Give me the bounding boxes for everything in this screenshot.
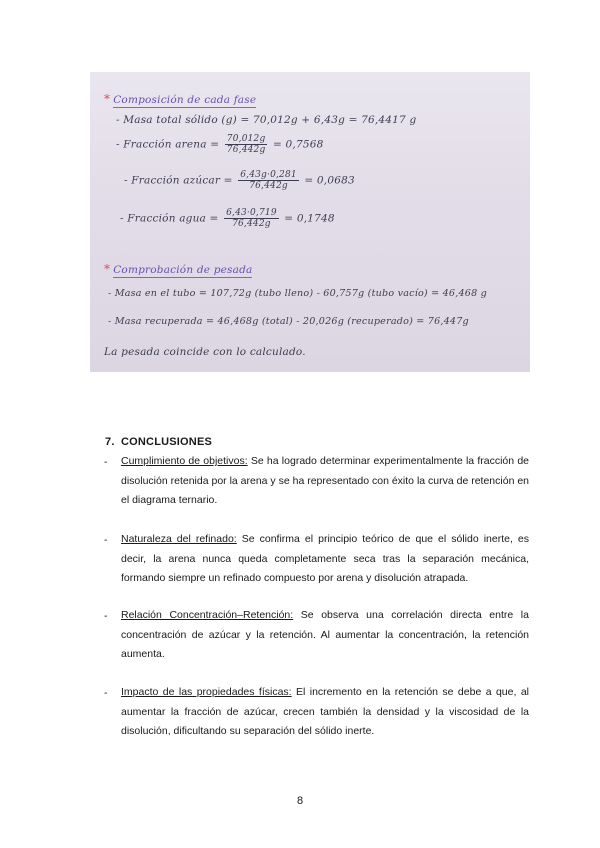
bullet-marker: - [104, 456, 108, 468]
photo-line-masa-total: - Masa total sólido (g) = 70,012g + 6,43g = 76,4417 g [116, 114, 417, 126]
conclusion-lead: Relación Concentración–Retención: [121, 609, 294, 621]
section-number: 7. [105, 436, 115, 448]
handwritten-notes-photo [90, 72, 530, 372]
bullet-marker: - [104, 534, 108, 546]
bullet-marker: - [104, 687, 108, 699]
photo-heading-comprobacion: * Comprobación de pesada [104, 262, 253, 276]
conclusion-text: Se confirma el principio teórico de que el sólido inerte, es decir, la arena nunca queda completamente seca tras la separación mecánica, formando siempre un refinado compuesto por arena y disolución atrapada. [121, 533, 529, 584]
conclusion-lead: Cumplimiento de objetivos: [121, 455, 248, 467]
page-number: 8 [296, 795, 304, 807]
conclusion-text: Se observa una correlación directa entre la concentración de azúcar y la retención. Al aumentar la concentración, la retención aumenta. [121, 609, 529, 660]
conclusion-item [121, 530, 529, 589]
photo-heading-composicion: * Composición de cada fase [104, 92, 257, 106]
conclusion-item [121, 683, 529, 742]
photo-line-fraccion-agua: - Fracción agua = $\frac{6,43\cdot 0,719}{76,442g}$ = 0,1748 [120, 208, 335, 229]
section-heading [105, 436, 212, 448]
bullet-marker: - [104, 610, 108, 622]
conclusion-text: Se ha logrado determinar experimentalmente la fracción de disolución retenida por la arena y se ha representado con éxito la curva de retención en el diagrama ternario. [121, 455, 530, 506]
conclusion-item [121, 606, 529, 665]
section-title: CONCLUSIONES [121, 436, 213, 448]
photo-line-masa-recuperada: - Masa recuperada = 46,468g (total) - 20,026g (recuperado) = 76,447g [108, 316, 469, 327]
conclusion-lead: Impacto de las propiedades físicas: [121, 686, 292, 698]
photo-line-fraccion-azucar: - Fracción azúcar = $\frac{6,43g\cdot 0,281}{76,442g}$ = 0,0683 [124, 170, 355, 191]
photo-line-coincide: La pesada coincide con lo calculado. [104, 346, 306, 358]
conclusion-lead: Naturaleza del refinado: [121, 533, 237, 545]
photo-line-fraccion-arena: - Fracción arena = $\frac{70,012g}{76,442g}$ = 0,7568 [116, 134, 324, 155]
conclusion-item [121, 452, 529, 511]
photo-line-masa-tubo: - Masa en el tubo = 107,72g (tubo lleno) - 60,757g (tubo vacío) = 46,468 g [108, 288, 487, 299]
conclusion-text: El incremento en la retención se debe a que, al aumentar la fracción de azúcar, crecen también la densidad y la viscosidad de la disolución, dificultando su separación del sólido inerte. [121, 686, 529, 737]
